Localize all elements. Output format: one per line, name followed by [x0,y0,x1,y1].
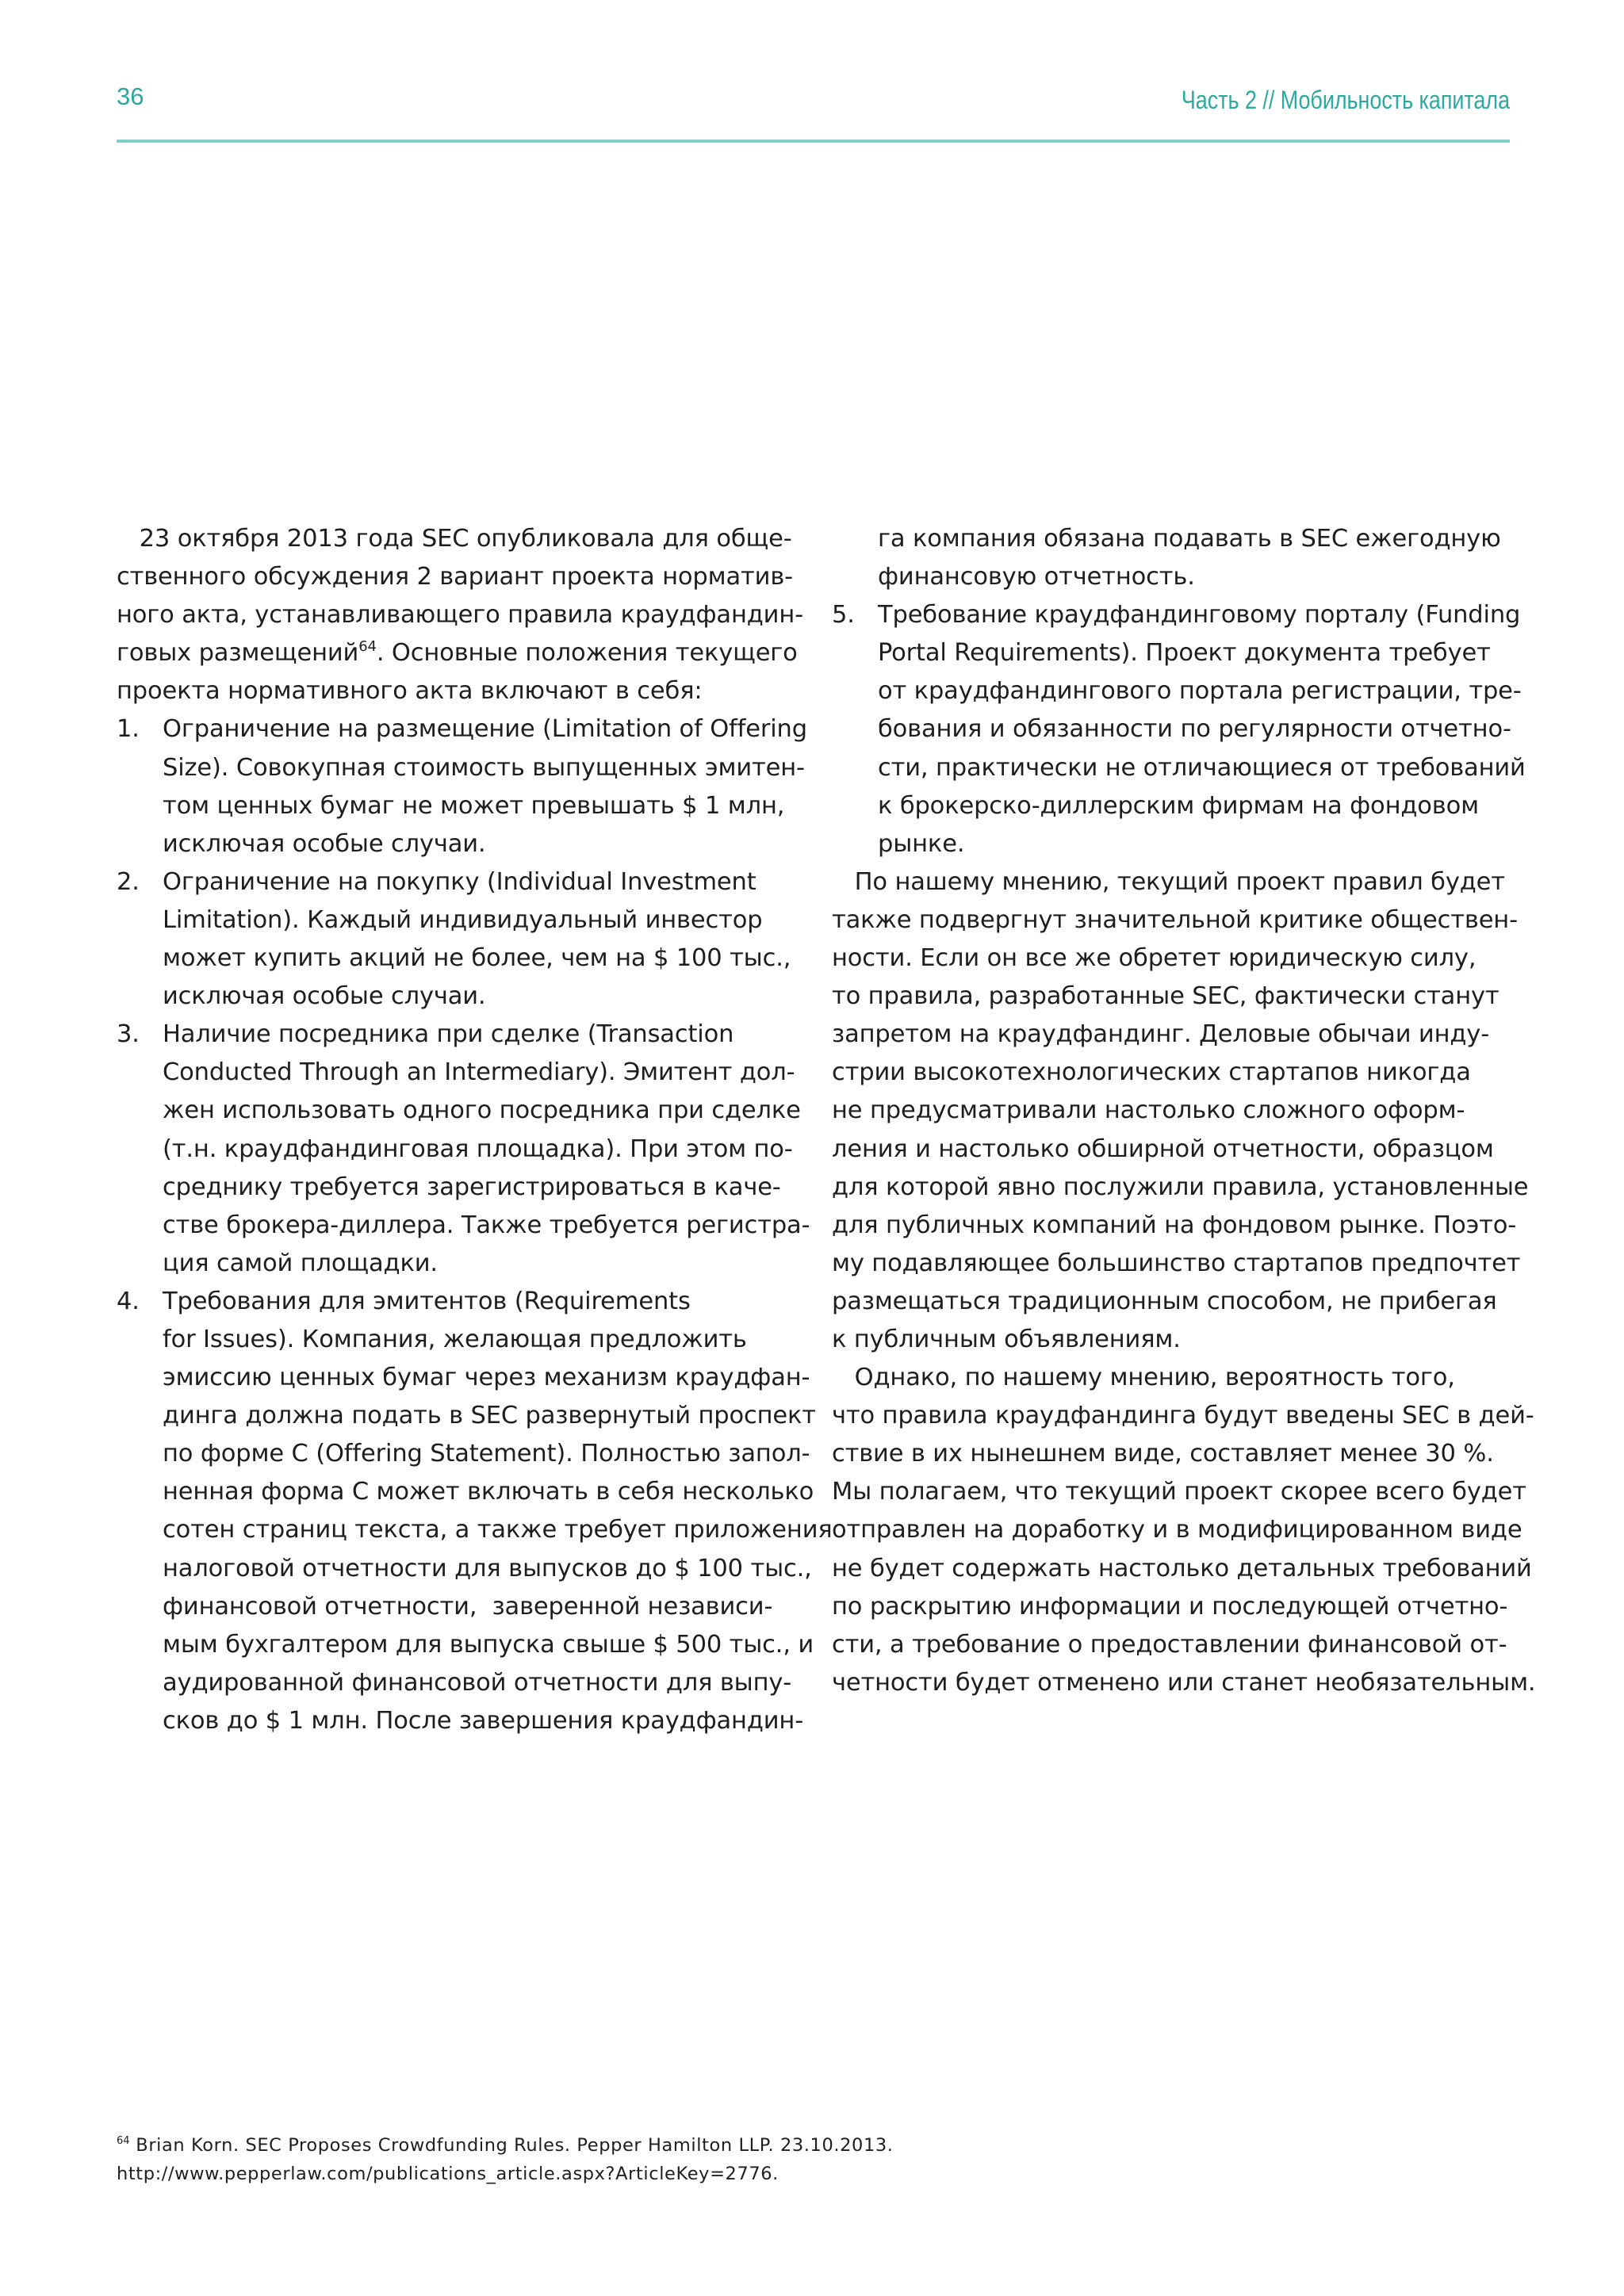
list-item-2 [117,863,799,1016]
text-line: ственного обсуждения 2 вариант проекта норматив- [117,563,793,591]
list-number: 5. [832,601,855,629]
list-item-4 [117,1283,833,1740]
text-line: Ограничение на размещение (Limitation of Offering [163,715,807,744]
list-number: 1. [117,715,140,744]
list-number: 4. [117,1287,140,1315]
text-line: для публичных компаний на фондовом рынке. Поэто- [832,1211,1517,1239]
text-line: среднику требуется зарегистрироваться в каче- [163,1173,781,1201]
text-line: Требование краудфандинговому порталу (Funding [878,601,1521,629]
text-line: проекта нормативного акта включают в себя: [117,677,703,706]
text-line: от краудфандингового портала регистрации, тре- [878,677,1522,706]
text-line: исключая особые случаи. [163,829,486,858]
text-line: for Issues). Компания, желающая предложить [163,1325,747,1353]
text-line: га компания обязана подавать в SEC ежегодную [878,525,1501,553]
page-number: 36 [117,82,144,110]
text-line: то правила, разработанные SEC, фактически станут [832,982,1500,1011]
text-line: динга должна подать в SEC развернутый проспект [163,1402,816,1430]
text-line: стве брокера-диллера. Также требуется регистра- [163,1211,810,1239]
text-segment: . Основные положения текущего [376,639,798,668]
list-number: 2. [117,867,140,896]
text-line: по форме C (Offering Statement). Полностью запол- [163,1440,810,1468]
text-line: налоговой отчетности для выпусков до $ 100 тыс., [163,1554,812,1582]
text-line: 23 октября 2013 года SEC опубликовала для обще- [117,525,792,553]
text-line: том ценных бумаг не может превышать $ 1 млн, [163,791,785,820]
text-line: также подвергнут значительной критике обществен- [832,905,1518,934]
text-line: может купить акций не более, чем на $ 100 тыс., [163,944,791,973]
forecast-paragraph [832,1359,1536,1702]
text-segment: говых размещений [117,639,359,668]
text-line: По нашему мнению, текущий проект правил будет [832,867,1505,896]
text-line: рынке. [878,829,965,858]
text-line: му подавляющее большинство стартапов предпочтет [832,1249,1521,1277]
footnote-url[interactable]: http://www.pepperlaw.com/publications_article.aspx?ArticleKey=2776. [117,2164,779,2184]
text-line: Portal Requirements). Проект документа требует [878,639,1491,668]
text-line: аудированной финансовой отчетности для выпу- [163,1668,792,1697]
text-line: мым бухгалтером для выпуска свыше $ 500 тыс., и [163,1630,814,1659]
text-line: ления и настолько обширной отчетности, образцом [832,1135,1494,1163]
text-line: Однако, по нашему мнению, вероятность того, [832,1364,1455,1392]
text-line: стрии высокотехнологических стартапов никогда [832,1058,1471,1087]
text-line: не предусматривали настолько сложного оформ- [832,1096,1465,1125]
footnote-reference[interactable]: 64 [358,638,377,656]
footnote-marker: 64 [117,2135,130,2147]
text-line: ция самой площадки. [163,1249,438,1277]
text-line: финансовой отчетности, заверенной независи- [163,1592,773,1621]
text-line: ного акта, устанавливающего правила краудфандин- [117,601,803,629]
text-line: (т.н. краудфандинговая площадка). При этом по- [163,1135,793,1163]
text-line: ненная форма C может включать в себя несколько [163,1478,814,1506]
text-line: отправлен на доработку и в модифицированном виде [832,1516,1522,1544]
list-number: 3. [117,1020,140,1049]
text-line: по раскрытию информации и последующей отчетно- [832,1592,1508,1621]
text-line [117,634,799,672]
list-item-3 [117,1016,810,1283]
left-column [117,520,833,1740]
text-line: что правила краудфандинга будут введены SEC в дей- [832,1402,1534,1430]
text-line: финансовую отчетность. [878,563,1195,591]
text-line: эмиссию ценных бумаг через механизм краудфан- [163,1364,810,1392]
text-line: ствие в их нынешнем виде, составляет менее 30 %. [832,1440,1494,1468]
footnote-line [117,2131,1306,2160]
text-line: Ограничение на покупку (Individual Investment [163,867,756,896]
text-line: не будет содержать настолько детальных требований [832,1554,1532,1582]
footnote-citation: Brian Korn. SEC Proposes Crowdfunding Rules. Pepper Hamilton LLP. 23.10.2013. [129,2135,894,2156]
text-line: Мы полагаем, что текущий проект скорее всего будет [832,1478,1526,1506]
text-line: Требования для эмитентов (Requirements [163,1287,691,1315]
opinion-paragraph [832,863,1529,1359]
text-line: размещаться традиционным способом, не прибегая [832,1287,1497,1315]
text-line: для которой явно послужили правила, установленные [832,1173,1529,1201]
text-line: Наличие посредника при сделке (Transaction [163,1020,734,1049]
text-line: бования и обязанности по регулярности отчетно- [878,715,1511,744]
list-item-1 [117,710,807,863]
text-line: сотен страниц текста, а также требует приложения [163,1516,833,1544]
text-line: к брокерско-диллерским фирмам на фондовом [878,791,1480,820]
text-line: Limitation). Каждый индивидуальный инвестор [163,905,763,934]
text-line: сти, а требование о предоставлении финансовой от- [832,1630,1507,1659]
page-header [117,76,1510,143]
list-item-4-continued [832,520,1514,596]
text-line: сков до $ 1 млн. После завершения краудфандин- [163,1706,804,1735]
intro-paragraph [117,520,803,710]
text-line: Conducted Through an Intermediary). Эмитент дол- [163,1058,795,1087]
text-line: ности. Если он все же обретет юридическую силу, [832,944,1477,973]
footnote [117,2131,1306,2188]
running-head: Часть 2 // Мобильность капитала [1181,86,1510,114]
text-line: сти, практически не отличающиеся от требований [878,753,1526,782]
list-item-5 [832,596,1526,863]
text-line: исключая особые случаи. [163,982,486,1011]
right-column [832,520,1536,1702]
text-line: Size). Совокупная стоимость выпущенных эмитен- [163,753,805,782]
text-line: четности будет отменено или станет необязательным. [832,1668,1536,1697]
text-line: запретом на краудфандинг. Деловые обычаи инду- [832,1020,1490,1049]
text-line: жен использовать одного посредника при сделке [163,1096,801,1125]
text-line: к публичным объявлениям. [832,1325,1181,1353]
